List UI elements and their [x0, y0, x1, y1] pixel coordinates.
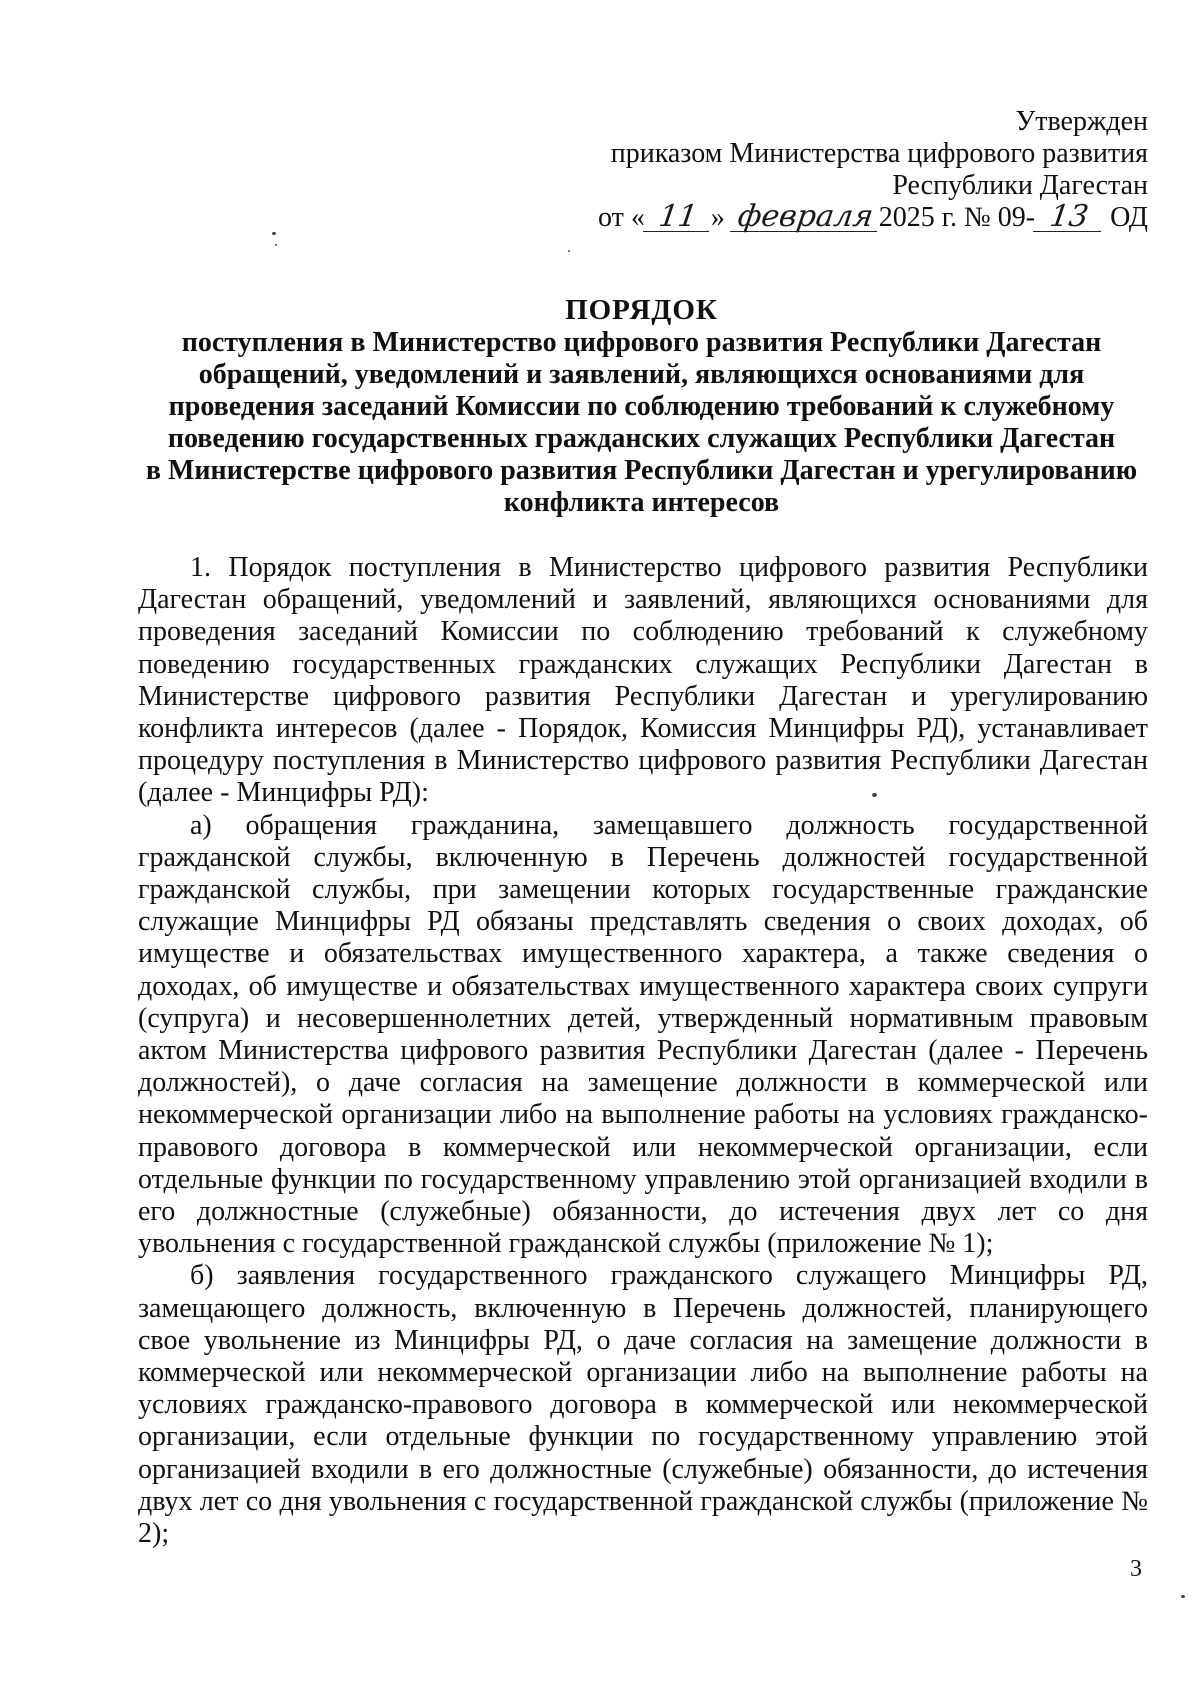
approval-date-line: [598, 199, 1148, 234]
scan-speck: [568, 250, 570, 252]
scan-speck: [272, 232, 276, 235]
approval-line-2: приказом Министерства цифрового развития: [610, 138, 1148, 169]
approval-line-3: Республики Дагестан: [892, 170, 1148, 201]
subtitle-line-1: поступления в Министерство цифрового развития Республики Дагестан: [181, 327, 1102, 358]
paragraph-b: б) заявления государственного гражданского служащего Минцифры РД, замещающего должность, включенную в Перечень должностей, планирующего свое увольнение из Минцифры РД, о даче согласия на замещение должности в коммерческой или некоммерческой организации либо на выполнение работы на условиях гражданско-правового договора в коммерческой или некоммерческой организации, если отдельные функции по государственному управлению этой организацией входили в его должностные (служебные) обязанности, до истечения двух лет со дня увольнения с государственной гражданской службы (приложение № 2);: [138, 1260, 1148, 1550]
scan-speck: [275, 244, 277, 246]
approval-line-1: Утвержден: [1015, 106, 1148, 137]
page-number: 3: [1130, 1556, 1142, 1582]
handwritten-month: февраля: [730, 203, 881, 232]
subtitle-line-2: обращений, уведомлений и заявлений, являющихся основаниями для: [198, 359, 1085, 390]
scan-speck: [1181, 1595, 1185, 1598]
body-text: [138, 552, 1148, 1550]
subtitle-line-5: в Министерстве цифрового развития Республики Дагестан и урегулированию: [145, 455, 1138, 486]
date-mid: »: [710, 202, 725, 233]
title-block: [135, 293, 1148, 519]
subtitle-line-6: конфликта интересов: [503, 487, 780, 518]
paragraph-1: 1. Порядок поступления в Министерство цифрового развития Республики Дагестан обращений, уведомлений и заявлений, являющихся основаниями для проведения заседаний Комиссии по соблюдению требований к служебному поведению государственных гражданских служащих Республики Дагестан в Министерстве цифрового развития Республики Дагестан и урегулированию конфликта интересов (далее - Порядок, Комиссия Минцифры РД), устанавливает процедуру поступления в Министерство цифрового развития Республики Дагестан (далее - Минцифры РД):: [138, 552, 1148, 809]
handwritten-day: 11: [643, 203, 713, 232]
order-suffix: ОД: [1110, 202, 1148, 233]
handwritten-order-number: 13: [1033, 203, 1105, 232]
document-title: ПОРЯДОК: [565, 294, 718, 326]
scan-speck: [872, 793, 877, 797]
date-prefix: от «: [598, 202, 645, 233]
paragraph-a: а) обращения гражданина, замещавшего должность государственной гражданской службы, включенную в Перечень должностей государственной гражданской службы, при замещении которых государственные гражданские служащие Минцифры РД обязаны представлять сведения о своих доходах, об имуществе и обязательствах имущественного характера, а также сведения о доходах, об имуществе и обязательствах имущественного характера своих супруги (супруга) и несовершеннолетних детей, утвержденный нормативным правовым актом Министерства цифрового развития Республики Дагестан (далее - Перечень должностей), о даче согласия на замещение должности в коммерческой или некоммерческой организации либо на выполнение работы на условиях гражданско-правового договора в коммерческой или некоммерческой организации, если отдельные функции по государственному управлению этой организацией входили в его должностные (служебные) обязанности, до истечения двух лет со дня увольнения с государственной гражданской службы (приложение № 1);: [138, 809, 1148, 1260]
subtitle-line-4: поведению государственных гражданских служащих Республики Дагестан: [167, 423, 1116, 454]
subtitle-line-3: проведения заседаний Комиссии по соблюдению требований к служебному: [168, 391, 1115, 422]
approval-block: [598, 106, 1148, 234]
date-year: 2025 г. № 09-: [878, 202, 1036, 233]
